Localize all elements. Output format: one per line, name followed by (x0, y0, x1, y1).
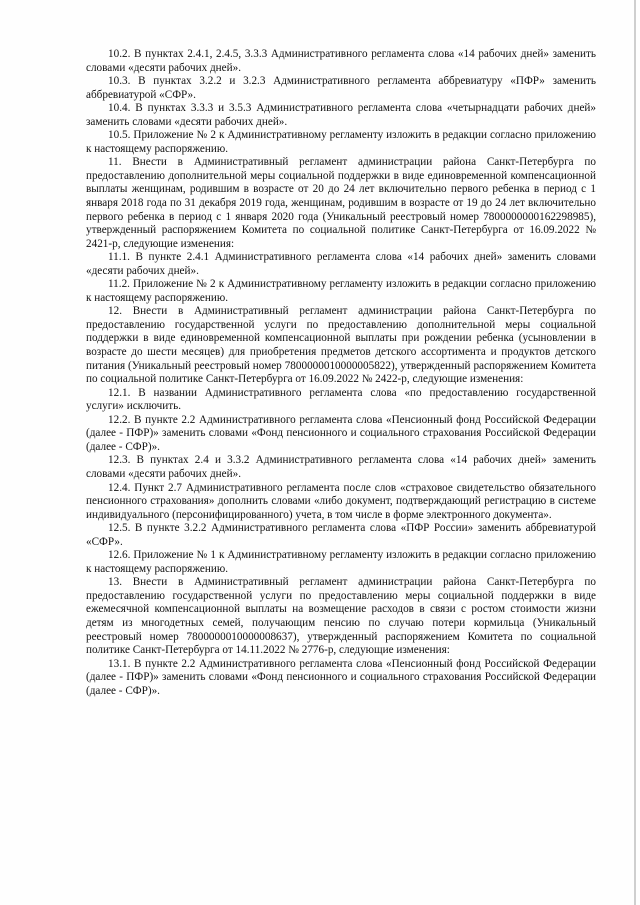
paragraph-12-2: 12.2. В пункте 2.2 Административного регламента слова «Пенсионный фонд Российской Федерации (далее - ПФР)» заменить словами «Фонд пенсионного и социального страхования Российской Федерации (далее - СФР)». (86, 413, 596, 453)
paragraph-10-2: 10.2. В пунктах 2.4.1, 2.4.5, 3.3.3 Административного регламента слова «14 рабочих дней» заменить словами «десяти рабочих дней». (86, 48, 596, 74)
paragraph-12-6: 12.6. Приложение № 1 к Административному регламенту изложить в редакции согласно приложению к настоящему распоряжению. (86, 549, 596, 575)
paragraph-10-5: 10.5. Приложение № 2 к Административному регламенту изложить в редакции согласно приложению к настоящему распоряжению. (86, 129, 596, 155)
document-body (86, 48, 596, 698)
paragraph-12-5: 12.5. В пункте 3.2.2 Административного регламента слова «ПФР России» заменить аббревиатурой «СФР». (86, 522, 596, 548)
paragraph-10-4: 10.4. В пунктах 3.3.3 и 3.5.3 Административного регламента слова «четырнадцати рабочих дней» заменить словами «десяти рабочих дней». (86, 102, 596, 128)
paragraph-10-3: 10.3. В пунктах 3.2.2 и 3.2.3 Административного регламента аббревиатуру «ПФР» заменить аббревиатурой «СФР». (86, 75, 596, 101)
paragraph-13: 13. Внести в Административный регламент администрации района Санкт-Петербурга по предоставлению государственной услуги по предоставлению меры социальной поддержки в виде ежемесячной компенсационной выплаты на возмещение расходов в связи с ростом стоимости жизни детям из многодетных семей, получающим пенсию по случаю потери кормильца (Уникальный реестровый номер 7800000010000008637), утвержденный распоряжением Комитета по социальной политике Санкт-Петербурга от 14.11.2022 № 2776-р, следующие изменения: (86, 576, 596, 657)
paragraph-12-4: 12.4. Пункт 2.7 Административного регламента после слов «страховое свидетельство обязательного пенсионного страхования» дополнить словами «либо документ, подтверждающий регистрацию в системе индивидуального (персонифицированного) учета, в том числе в форме электронного документа». (86, 481, 596, 521)
paragraph-12: 12. Внести в Административный регламент администрации района Санкт-Петербурга по предоставлению государственной услуги по предоставлению дополнительной меры социальной поддержки в виде единовременной компенсационной выплаты при рождении ребенка (усыновлении в возрасте до шести месяцев) для приобретения предметов детского ассортимента и продуктов детского питания (Уникальный реестровый номер 7800000010000005822), утвержденный распоряжением Комитета по социальной политике Санкт-Петербурга от 16.09.2022 № 2422-р, следующие изменения: (86, 305, 596, 386)
paragraph-12-1: 12.1. В названии Административного регламента слова «по предоставлению государственной услуги» исключить. (86, 386, 596, 413)
paragraph-11-1: 11.1. В пункте 2.4.1 Административного регламента слова «14 рабочих дней» заменить словами «десяти рабочих дней». (86, 251, 596, 277)
paragraph-11-2: 11.2. Приложение № 2 к Административному регламенту изложить в редакции согласно приложению к настоящему распоряжению. (86, 278, 596, 304)
scan-edge (634, 0, 636, 905)
paragraph-11: 11. Внести в Административный регламент администрации района Санкт-Петербурга по предоставлению дополнительной меры социальной поддержки в виде единовременной компенсационной выплаты женщинам, родившим в возрасте от 20 до 24 лет включительно первого ребенка в период с 1 января 2018 года по 31 декабря 2019 года, женщинам, родившим в возрасте от 19 до 24 лет включительно первого ребенка в период с 1 января 2020 года (Уникальный реестровый номер 7800000000162298985), утвержденный распоряжением Комитета по социальной политике Санкт-Петербурга от 16.09.2022 № 2421-р, следующие изменения: (86, 156, 596, 250)
paragraph-12-3: 12.3. В пунктах 2.4 и 3.3.2 Административного регламента слова «14 рабочих дней» заменить словами «десяти рабочих дней». (86, 454, 596, 480)
paragraph-13-1: 13.1. В пункте 2.2 Административного регламента слова «Пенсионный фонд Российской Федерации (далее - ПФР)» заменить словами «Фонд пенсионного и социального страхования Российской Федерации (далее - СФР)». (86, 657, 596, 697)
